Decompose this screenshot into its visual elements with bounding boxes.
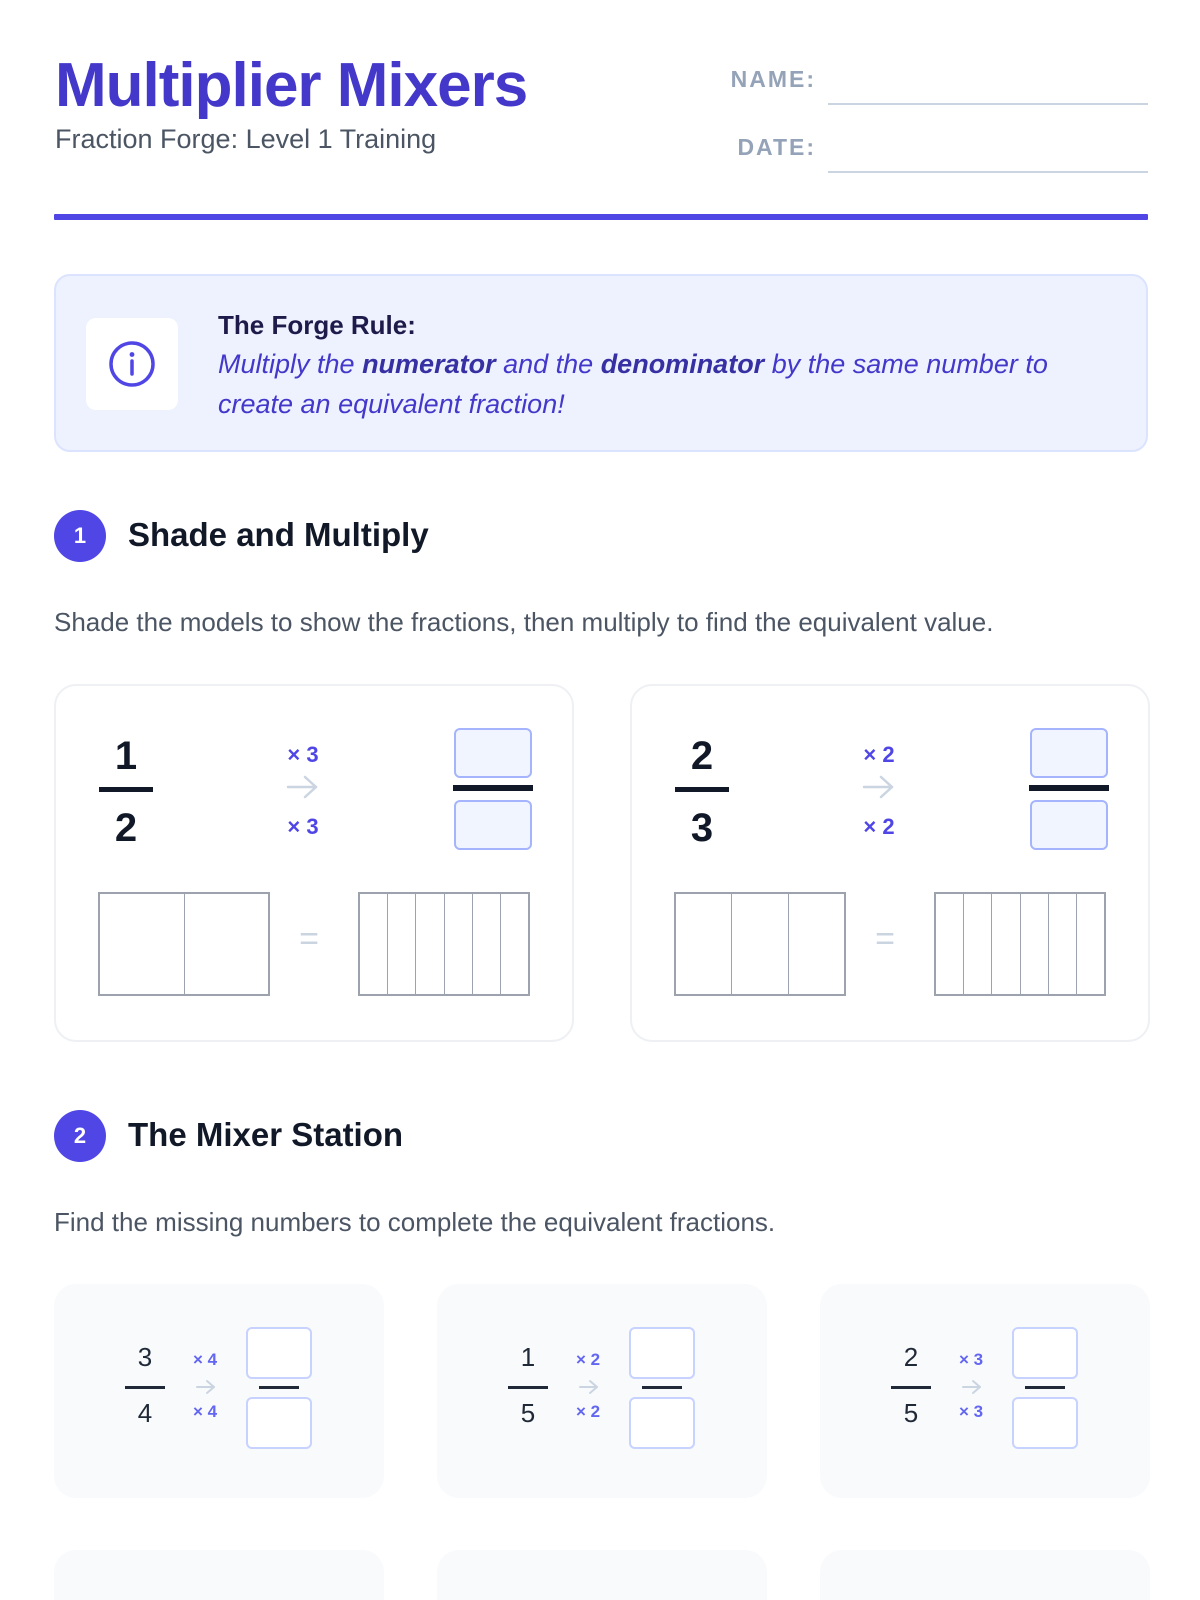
fraction-numerator: 1 [520,1342,536,1372]
page-title: Multiplier Mixers [55,51,528,120]
multiplier-top: × 3 [287,742,319,767]
equals-sign: = [299,920,319,958]
forge-rule-box [54,274,1148,452]
answer-numerator-box[interactable] [1012,1327,1078,1379]
fraction-model-thirds[interactable] [674,892,846,996]
section-1-badge: 1 [54,510,106,562]
answer-denominator-box[interactable] [629,1397,695,1449]
model-part[interactable] [1049,894,1077,994]
mixer-card [437,1284,767,1498]
section-1-description: Shade the models to show the fractions, then multiply to find the equivalent value. [54,607,994,637]
answer-numerator-box[interactable] [1030,728,1108,778]
info-icon-container [86,318,178,410]
arrow-right-icon [286,774,320,800]
fraction-numerator: 2 [903,1342,919,1372]
model-part[interactable] [964,894,992,994]
fraction-bar [675,787,729,792]
fraction-numerator: 1 [114,734,138,778]
date-label: DATE: [737,134,816,160]
fraction-model-sixths[interactable] [934,892,1106,996]
answer-denominator-box[interactable] [246,1397,312,1449]
multiplier-top: × 2 [863,742,895,767]
model-part[interactable] [992,894,1020,994]
multiplier-bottom: × 2 [575,1402,601,1421]
model-part[interactable] [185,894,269,994]
section-2-description: Find the missing numbers to complete the equivalent fractions. [54,1207,776,1237]
model-part[interactable] [388,894,416,994]
rule-text-part: Multiply the [218,349,363,379]
model-part[interactable] [936,894,964,994]
multiplier-bottom: × 2 [863,814,895,839]
name-label: NAME: [730,66,816,92]
model-part[interactable] [501,894,528,994]
rule-text-numerator: numerator [362,349,496,379]
fraction-denominator: 5 [520,1398,536,1428]
answer-numerator-box[interactable] [246,1327,312,1379]
fraction-denominator: 3 [690,806,714,850]
date-field[interactable] [828,171,1148,173]
rule-heading: The Forge Rule: [218,310,416,340]
multiplier-bottom: × 3 [958,1402,984,1421]
name-field[interactable] [828,103,1148,105]
multiplier-top: × 3 [958,1350,984,1369]
multiplier-bottom: × 4 [192,1402,218,1421]
answer-fraction-bar [453,785,533,791]
header-divider [54,214,1148,220]
answer-fraction-bar [1025,1386,1065,1389]
model-part[interactable] [445,894,473,994]
answer-numerator-box[interactable] [454,728,532,778]
rule-text-denominator: denominator [600,349,765,379]
multiplier-bottom: × 3 [287,814,319,839]
arrow-right-icon [578,1378,600,1396]
model-part[interactable] [732,894,788,994]
answer-fraction-bar [1029,785,1109,791]
answer-denominator-box[interactable] [1030,800,1108,850]
fraction-denominator: 2 [114,806,138,850]
model-part[interactable] [1077,894,1104,994]
section-2-badge: 2 [54,1110,106,1162]
fraction-bar [125,1386,165,1389]
answer-numerator-box[interactable] [629,1327,695,1379]
fraction-model-sixths[interactable] [358,892,530,996]
model-part[interactable] [473,894,501,994]
multiplier-top: × 2 [575,1350,601,1369]
fraction-model-halves[interactable] [98,892,270,996]
rule-text [218,344,1118,424]
fraction-denominator: 4 [137,1398,153,1428]
fraction-bar [891,1386,931,1389]
section-1-title: Shade and Multiply [128,516,429,553]
answer-fraction-bar [259,1386,299,1389]
shade-multiply-card [630,684,1150,1042]
model-part[interactable] [416,894,444,994]
fraction-numerator: 3 [137,1342,153,1372]
mixer-card [820,1284,1150,1498]
mixer-card [54,1284,384,1498]
arrow-right-icon [961,1378,983,1396]
fraction-bar [508,1386,548,1389]
model-part[interactable] [789,894,844,994]
section-2-title: The Mixer Station [128,1116,404,1153]
rule-text-part: by the same number to create an equivalent fraction! [218,349,1048,419]
arrow-right-icon [195,1378,217,1396]
arrow-right-icon [862,774,896,800]
mixer-card [54,1550,384,1600]
model-part[interactable] [1021,894,1049,994]
rule-text-part: and the [495,349,601,379]
answer-fraction-bar [642,1386,682,1389]
mixer-card [820,1550,1150,1600]
shade-multiply-card [54,684,574,1042]
page-subtitle: Fraction Forge: Level 1 Training [55,124,437,154]
model-part[interactable] [100,894,185,994]
mixer-card [437,1550,767,1600]
multiplier-top: × 4 [192,1350,218,1369]
answer-denominator-box[interactable] [1012,1397,1078,1449]
equals-sign: = [875,920,895,958]
info-circle-icon [107,339,157,389]
answer-denominator-box[interactable] [454,800,532,850]
fraction-bar [99,787,153,792]
fraction-denominator: 5 [903,1398,919,1428]
model-part[interactable] [676,894,732,994]
fraction-numerator: 2 [690,734,714,778]
model-part[interactable] [360,894,388,994]
